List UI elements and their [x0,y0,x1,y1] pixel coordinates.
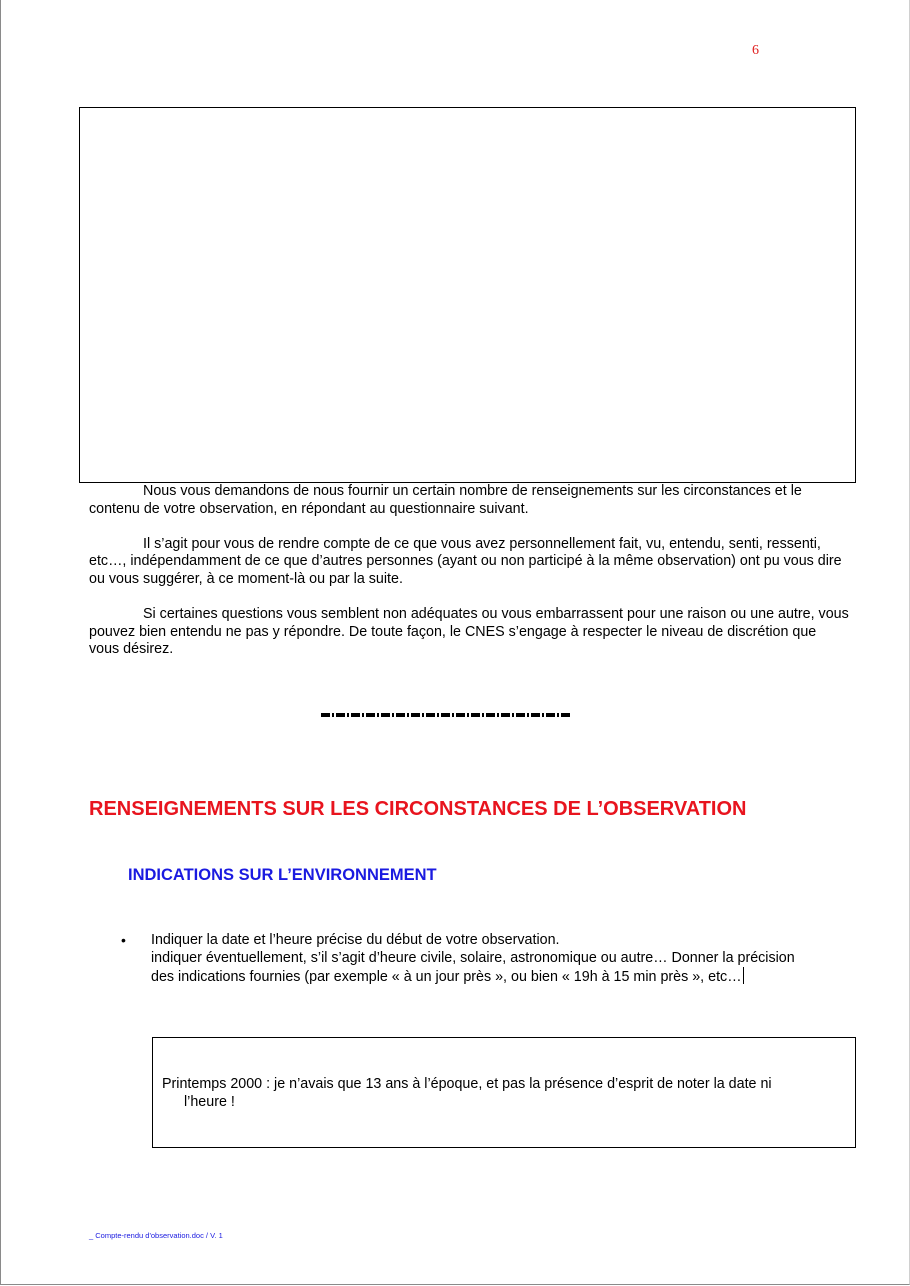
bullet-icon: • [121,932,126,948]
answer-line: Printemps 2000 : je n’avais que 13 ans à l’époque, et pas la présence d’esprit de noter la date ni [162,1076,772,1092]
section-title: RENSEIGNEMENTS SUR LES CIRCONSTANCES DE L’OBSERVATION [89,798,747,820]
answer-text [162,1076,842,1111]
question-line: Indiquer la date et l’heure précise du début de votre observation. [151,932,560,948]
intro-text [89,483,849,677]
text-cursor [743,967,744,984]
intro-paragraph: Si certaines questions vous semblent non adéquates ou vous embarrassent pour une raison ou une autre, vous pouvez bien entendu ne pas y répondre. De toute façon, le CNES s’engage à respecter le niveau de discrétion que vous désirez. [89,606,849,658]
answer-line: l’heure ! [184,1093,235,1110]
intro-paragraph: Il s’agit pour vous de rendre compte de ce que vous avez personnellement fait, vu, entendu, senti, ressenti, etc…, indépendamment de ce que d’autres personnes (ayant ou non participé à la même observation) ont pu vous dire ou vous suggérer, à ce moment-là ou par la suite. [89,535,842,587]
subsection-title: INDICATIONS SUR L’ENVIRONNEMENT [128,866,437,884]
answer-box[interactable] [152,1037,856,1148]
image-frame [79,107,856,483]
separator-line [321,713,570,717]
question-line: indiquer éventuellement, s’il s’agit d’heure civile, solaire, astronomique ou autre… Donner la précision [151,949,795,966]
question-line [151,967,851,987]
question-text [151,932,851,987]
intro-paragraph: Nous vous demandons de nous fournir un certain nombre de renseignements sur les circonstances et le contenu de votre observation, en répondant au questionnaire suivant. [89,483,802,517]
page-number: 6 [752,43,759,58]
footer-filename: _ Compte-rendu d'observation.doc / V. 1 [89,1231,223,1240]
question-line-text: des indications fournies (par exemple « à un jour près », ou bien « 19h à 15 min près », etc… [151,969,742,986]
